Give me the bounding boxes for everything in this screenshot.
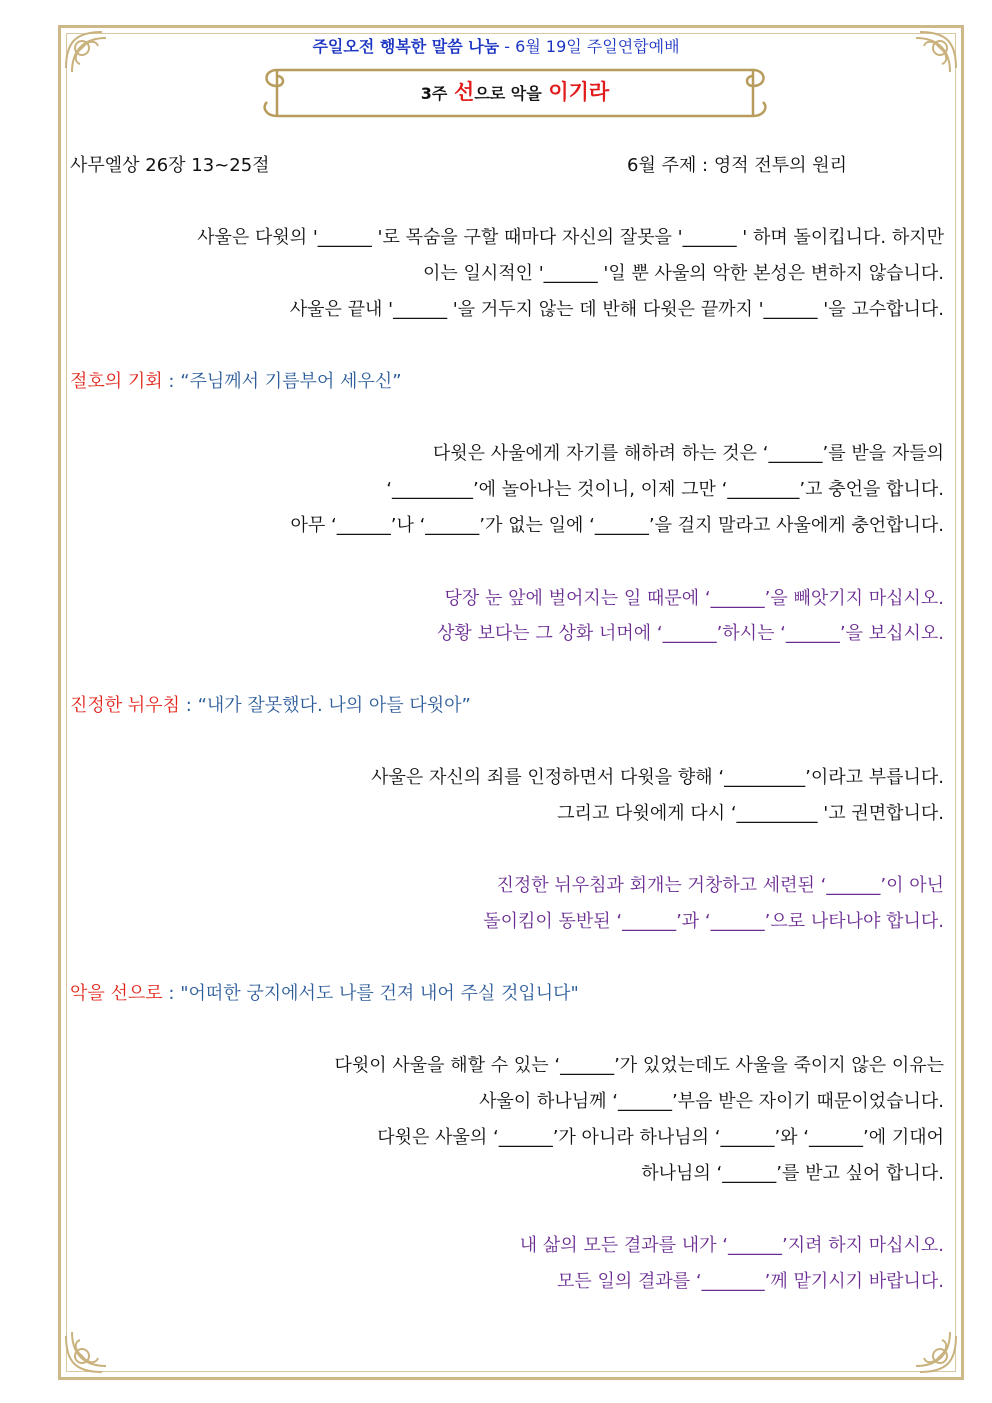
- section-heading: [70, 370, 402, 394]
- section-label: 진정한 뉘우침: [70, 695, 181, 716]
- body-line: 아무 ‘______’나 ‘______’가 없는 일에 ‘______’을 걸지 말라고 사울에게 충언합니다.: [290, 515, 944, 536]
- application-line: 당장 눈 앞에 벌어지는 일 때문에 ‘______’을 빼앗기지 마십시오.: [444, 588, 944, 609]
- body-line: 하나님의 ‘______’를 받고 싶어 합니다.: [641, 1163, 944, 1184]
- application-line: 내 삶의 모든 결과를 내가 ‘______’지려 하지 마십시오.: [519, 1235, 944, 1256]
- corner-ornament-icon: [900, 1316, 960, 1376]
- section-separator: :: [162, 983, 181, 1004]
- body-line: 사울이 하나님께 ‘______’부음 받은 자이기 때문이었습니다.: [479, 1091, 944, 1112]
- header-subtitle: 6월 19일 주일연합예배: [515, 37, 680, 56]
- section-label: 악을 선으로: [70, 983, 163, 1004]
- sermon-title: [255, 80, 775, 106]
- body-line: 다윗은 사울에게 자기를 해하려 하는 것은 ‘______’를 받을 자들의: [432, 443, 944, 464]
- title-part-middle: 으로 악을: [474, 84, 542, 103]
- application-line: 진정한 뉘우침과 회개는 거창하고 세련된 ‘______’이 아닌: [496, 875, 944, 896]
- section-separator: :: [162, 371, 181, 392]
- title-banner: [255, 62, 775, 124]
- header-title: 주일오전 행복한 말씀 나눔: [312, 37, 500, 56]
- monthly-theme: 6월 주제 : 영적 전투의 원리: [627, 155, 848, 176]
- body-line: 사울은 자신의 죄를 인정하면서 다윗을 향해 ‘_________’이라고 부릅니다.: [371, 767, 944, 788]
- intro-line: 사울은 다윗의 '______ '로 목숨을 구할 때마다 자신의 잘못을 '______ ' 하며 돌이킵니다. 하지만: [197, 227, 944, 248]
- intro-line: 사울은 끝내 '______ '을 거두지 않는 데 반해 다윗은 끝까지 '______ '을 고수합니다.: [289, 299, 944, 320]
- section-label: 절호의 기회: [70, 371, 163, 392]
- application-line: 상황 보다는 그 상화 너머에 ‘______’하시는 ‘______’을 보십시오.: [436, 623, 944, 644]
- body-line: 다윗은 사울의 ‘______’가 아니라 하나님의 ‘______’와 ‘______’에 기대어: [377, 1127, 944, 1148]
- application-line: 모든 일의 결과를 ‘_______’께 맡기시기 바랍니다.: [557, 1271, 944, 1292]
- section-heading: [70, 982, 579, 1006]
- section-quote: “주님께서 기름부어 세우신”: [180, 371, 402, 392]
- body-line: ‘_________’에 놀아나는 것이니, 이제 그만 ‘________’고 충언을 합니다.: [386, 479, 944, 500]
- page-header: [0, 36, 992, 58]
- body-line: 다윗이 사울을 해할 수 있는 ‘______’가 있었는데도 사울을 죽이지 않은 이유는: [334, 1055, 944, 1076]
- section-separator: :: [180, 695, 198, 716]
- section-heading: [70, 694, 471, 718]
- corner-ornament-icon: [62, 1316, 122, 1376]
- section-quote: "어떠한 궁지에서도 나를 건져 내어 주실 것입니다": [180, 983, 579, 1004]
- title-part-good: 선: [454, 80, 475, 104]
- title-part-week: 3주: [420, 84, 448, 103]
- application-line: 돌이킴이 동반된 ‘______’과 ‘______’으로 나타나야 합니다.: [483, 911, 944, 932]
- header-separator: -: [504, 37, 511, 56]
- intro-line: 이는 일시적인 '______ '일 뿐 사울의 악한 본성은 변하지 않습니다.: [422, 263, 944, 284]
- scripture-reference: 사무엘상 26장 13~25절: [70, 155, 270, 176]
- section-quote: “내가 잘못했다. 나의 아들 다윗아”: [197, 695, 471, 716]
- title-part-overcome: 이기라: [548, 80, 610, 104]
- body-line: 그리고 다윗에게 다시 ‘_________ '고 권면합니다.: [557, 803, 944, 824]
